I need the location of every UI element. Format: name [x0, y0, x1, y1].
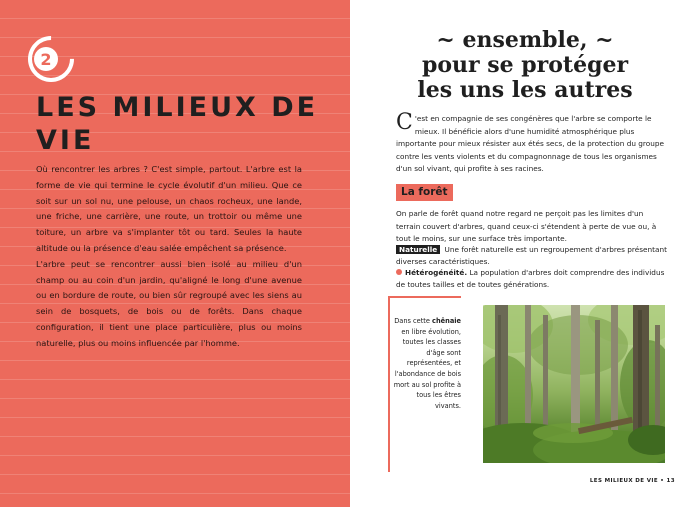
section-body: On parle de forêt quand notre regard ne perçoit pas les limites d'un terrain couvert d'arbres, quand ceux-ci s'étendent à perte de vue ou, à tout le moins, sur une surface très importante. [396, 209, 657, 244]
section-heading: La forêt [396, 184, 453, 201]
forest-photo [483, 305, 665, 463]
left-paragraph-1: Où rencontrer les arbres ? C'est simple, partout. L'arbre est la forme de vie qui termine le cycle évolutif d'un milieu. Que ce soit sur un sol nu, une pelouse, un chaos rocheux, une lande, une friche, une carrière, une route, un trottoir ou même une toiture, un arbre va s'implanter tôt ou tard. Seules la haute altitude ou la présence d'eau salée empêchent sa présence. [36, 164, 302, 253]
title-line-1: ~ ensemble, ~ [436, 27, 614, 53]
caption-post: en libre évolution, toutes les classes d'âge sont représentées, et l'abondance de bois mort au sol profite à tous les êtres vivants. [393, 327, 461, 410]
page-footer: LES MILIEUX DE VIE • 13 [589, 478, 675, 484]
naturelle-paragraph [396, 244, 668, 268]
drop-cap: C [396, 110, 413, 135]
photo-caption [390, 316, 461, 411]
chapter-title: LES MILIEUX DE VIE [36, 92, 319, 156]
intro-paragraph [396, 110, 668, 176]
intro-text: 'est en compagnie de ses congénères que l'arbre se comporte le mieux. Il bénéficie alors d'une humidité atmosphérique plus importante pour mieux résister aux étés secs, de la protection du groupe contre les vents violents et du compagnonnage de tous les organismes d'un sol vivant, qui profite à ses racines. [396, 114, 664, 174]
left-body-text [36, 162, 302, 352]
chapter-badge [28, 36, 74, 82]
heterogeneity-paragraph [396, 267, 668, 291]
forest-illustration [483, 305, 665, 463]
left-paragraph-2: L'arbre peut se rencontrer aussi bien isolé au milieu d'un champ ou au coin d'un jardin, qu'aligné le long d'une avenue ou en bordure de route, ou bien sûr regroupé avec les siens au sein de bosquets, de bois ou de forêts. Dans chaque configuration, il tient une place particulière, plus ou moins naturelle, plus ou moins influencée par l'homme. [36, 258, 302, 348]
right-page [350, 0, 700, 507]
naturelle-text: Une forêt naturelle est un regroupement d'arbres présentant diverses caractéristiques. [396, 245, 667, 266]
bullet-dot-icon [396, 269, 402, 275]
heterogeneity-text: La population d'arbres doit comprendre des individus de toutes tailles et de toutes générations. [396, 268, 665, 289]
naturelle-tag: Naturelle [396, 245, 440, 254]
caption-bold: chênaie [432, 317, 461, 325]
caption-pre: Dans cette [394, 317, 433, 325]
chapter-number: 2 [34, 47, 58, 71]
title-line-2: pour se protéger [421, 52, 629, 78]
page-title [390, 28, 660, 103]
title-line-3: les uns les autres [417, 77, 633, 103]
heterogeneity-term: Hétérogénéité. [405, 268, 468, 277]
